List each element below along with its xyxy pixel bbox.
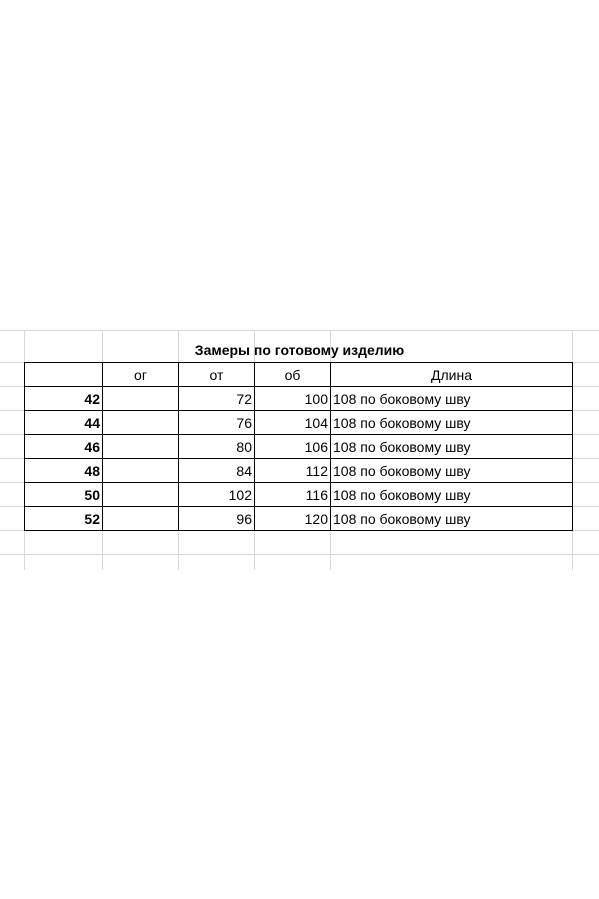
cell-length[interactable]: 108 по боковому шву [331, 459, 573, 483]
cell-length[interactable]: 108 по боковому шву [331, 507, 573, 531]
table-row [25, 483, 573, 507]
header-og[interactable]: ог [103, 363, 179, 387]
cell-og[interactable] [103, 411, 179, 435]
cell-ob[interactable]: 120 [255, 507, 331, 531]
cell-og[interactable] [103, 387, 179, 411]
cell-ot[interactable]: 96 [179, 507, 255, 531]
cell-ot[interactable]: 84 [179, 459, 255, 483]
table-header-row [25, 363, 573, 387]
cell-length[interactable]: 108 по боковому шву [331, 387, 573, 411]
table-row [25, 459, 573, 483]
cell-length[interactable]: 108 по боковому шву [331, 411, 573, 435]
cell-length[interactable]: 108 по боковому шву [331, 483, 573, 507]
table-row [25, 387, 573, 411]
cell-size[interactable]: 52 [25, 507, 103, 531]
header-size[interactable] [25, 363, 103, 387]
cell-size[interactable]: 50 [25, 483, 103, 507]
table-row [25, 507, 573, 531]
cell-og[interactable] [103, 507, 179, 531]
cell-size[interactable]: 46 [25, 435, 103, 459]
cell-ob[interactable]: 112 [255, 459, 331, 483]
cell-ot[interactable]: 76 [179, 411, 255, 435]
cell-ob[interactable]: 116 [255, 483, 331, 507]
table-title: Замеры по готовому изделию [194, 342, 405, 358]
cell-size[interactable]: 48 [25, 459, 103, 483]
cell-og[interactable] [103, 459, 179, 483]
cell-og[interactable] [103, 435, 179, 459]
cell-ot[interactable]: 102 [179, 483, 255, 507]
gridline [0, 330, 599, 331]
header-ob[interactable]: об [255, 363, 331, 387]
cell-ob[interactable]: 104 [255, 411, 331, 435]
cell-ot[interactable]: 72 [179, 387, 255, 411]
cell-ot[interactable]: 80 [179, 435, 255, 459]
table-row [25, 411, 573, 435]
cell-size[interactable]: 42 [25, 387, 103, 411]
measurements-table [24, 362, 573, 531]
header-ot[interactable]: от [179, 363, 255, 387]
spreadsheet-area [0, 330, 599, 570]
gridline [0, 554, 599, 555]
cell-og[interactable] [103, 483, 179, 507]
cell-length[interactable]: 108 по боковому шву [331, 435, 573, 459]
table-row [25, 435, 573, 459]
cell-size[interactable]: 44 [25, 411, 103, 435]
header-length[interactable]: Длина [331, 363, 573, 387]
cell-ob[interactable]: 106 [255, 435, 331, 459]
cell-ob[interactable]: 100 [255, 387, 331, 411]
